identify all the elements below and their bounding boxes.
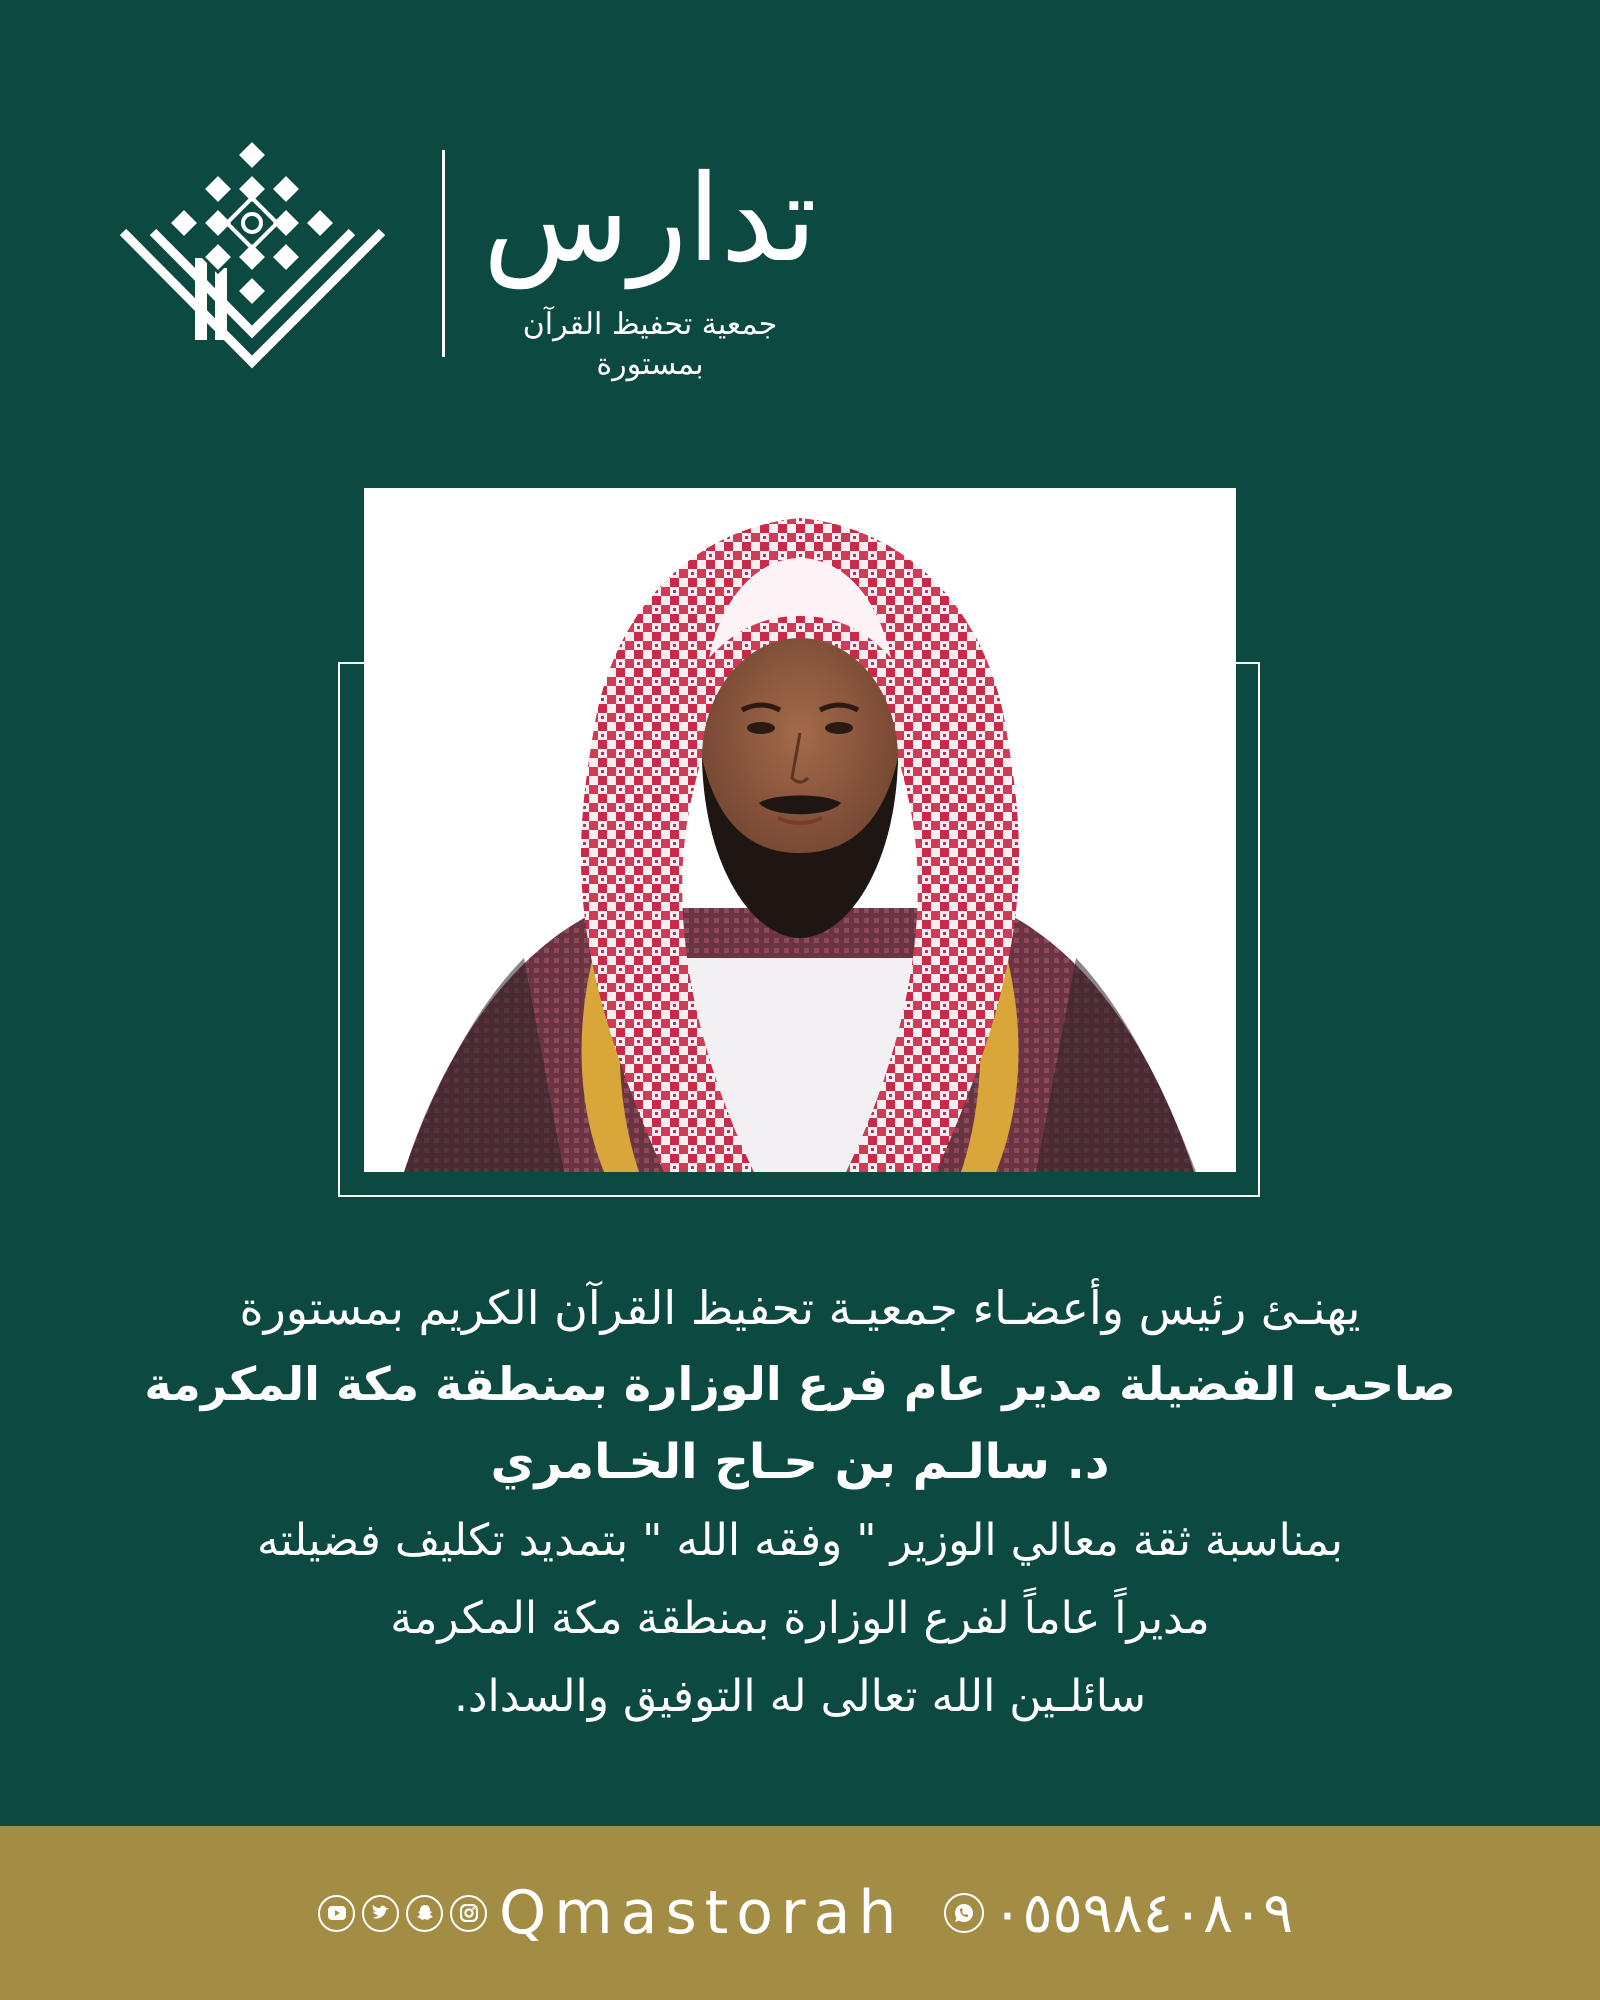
message-line-5: مديراً عاماً لفرع الوزارة بمنطقة مكة المكرمة xyxy=(390,1593,1210,1644)
twitter-icon[interactable] xyxy=(362,1895,399,1932)
message-line-6: سائلـين الله تعالى له التوفيق والسداد. xyxy=(453,1671,1147,1722)
association-emblem xyxy=(115,140,390,370)
phone-number[interactable]: ٠٥٥٩٨٤٠٨٠٩ xyxy=(992,1880,1294,1946)
association-wordmark xyxy=(470,135,830,385)
logo-divider xyxy=(442,150,445,357)
wordmark-subtitle: جمعية تحفيظ القرآن بمستورة xyxy=(522,307,778,382)
youtube-icon[interactable] xyxy=(318,1895,355,1932)
message-line-4: بمناسبة ثقة معالي الوزير " وفقه الله " بتمديد تكليف فضيلته xyxy=(256,1515,1344,1566)
wordmark-title: تدارس xyxy=(482,150,818,289)
social-icons xyxy=(318,1895,487,1932)
snapchat-icon[interactable] xyxy=(406,1895,443,1932)
whatsapp-icon[interactable] xyxy=(944,1893,984,1933)
message-line-2: صاحب الفضيلة مدير عام فرع الوزارة بمنطقة مكة المكرمة xyxy=(144,1357,1456,1411)
contact-footer xyxy=(0,1826,1600,2000)
instagram-icon[interactable] xyxy=(450,1895,487,1932)
portrait-photo xyxy=(364,488,1236,1172)
message-line-1: يهنـئ رئيس وأعضـاء جمعيـة تحفيظ القرآن الكريم بمستورة xyxy=(239,1281,1361,1335)
honoree-name: د. سالـم بن حـاج الخـامري xyxy=(490,1434,1110,1490)
congratulation-message xyxy=(130,1270,1470,1736)
social-handle[interactable]: Qmastorah xyxy=(499,1878,905,1948)
contact-row xyxy=(318,1878,1293,1948)
